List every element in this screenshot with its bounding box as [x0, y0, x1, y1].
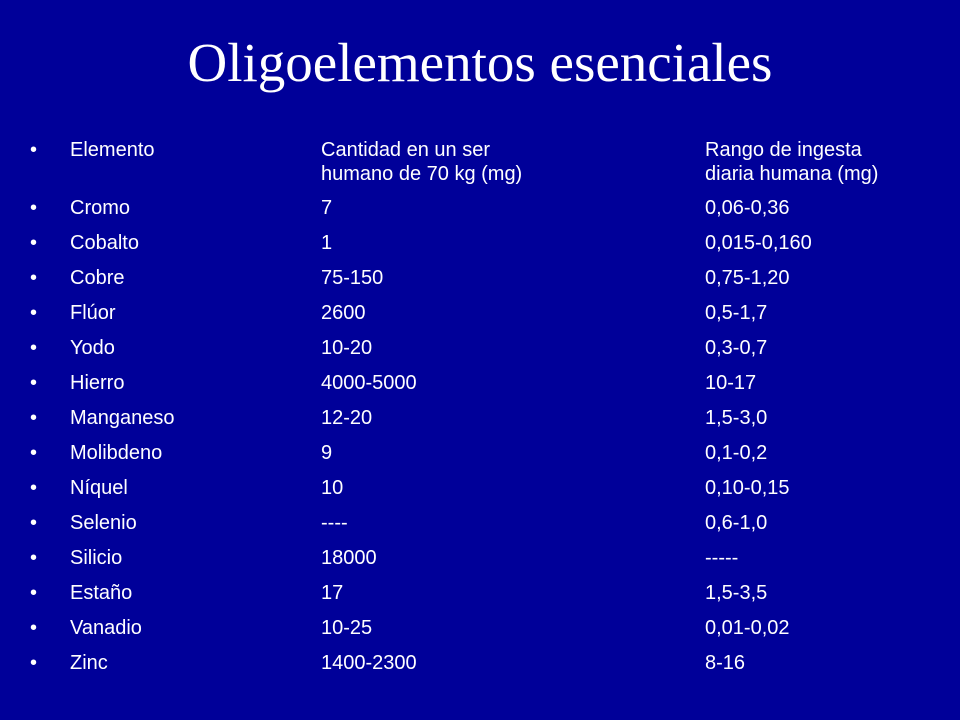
cell-intake: 0,015-0,160: [705, 232, 812, 254]
cell-amount: 2600: [321, 302, 366, 324]
cell-element: Cobalto: [70, 232, 139, 254]
table-row: [30, 546, 930, 581]
bullet: •: [30, 617, 38, 639]
header-element: Elemento: [70, 139, 155, 161]
bullet: •: [30, 442, 38, 464]
cell-amount: 1400-2300: [321, 652, 417, 674]
bullet: •: [30, 372, 38, 394]
cell-element: Vanadio: [70, 617, 142, 639]
cell-intake: 10-17: [705, 372, 757, 394]
slide-title: Oligoelementos esenciales: [187, 32, 773, 93]
cell-element: Molibdeno: [70, 442, 163, 464]
cell-amount: 75-150: [321, 267, 384, 289]
header-amount-line1: Cantidad en un ser: [321, 139, 491, 161]
cell-intake: 1,5-3,5: [705, 582, 768, 604]
cell-intake: 0,6-1,0: [705, 512, 768, 534]
table-row: [30, 336, 930, 371]
cell-intake: 1,5-3,0: [705, 407, 768, 429]
cell-intake: 8-16: [705, 652, 746, 674]
cell-amount: 12-20: [321, 407, 373, 429]
cell-amount: 18000: [321, 547, 377, 569]
bullet: •: [30, 477, 38, 499]
header-amount-line2: humano de 70 kg (mg): [321, 163, 523, 185]
bullet: •: [30, 267, 38, 289]
bullet: •: [30, 139, 38, 161]
cell-element: Zinc: [70, 652, 108, 674]
table-header-row: [30, 138, 930, 196]
cell-amount: 10-25: [321, 617, 373, 639]
cell-element: Silicio: [70, 547, 123, 569]
table-row: [30, 266, 930, 301]
table-row: [30, 616, 930, 651]
cell-intake: 0,3-0,7: [705, 337, 768, 359]
cell-element: Flúor: [70, 302, 116, 324]
header-intake-line1: Rango de ingesta: [705, 139, 862, 161]
cell-element: Hierro: [70, 372, 125, 394]
table-row: [30, 231, 930, 266]
bullet: •: [30, 547, 38, 569]
table-body: [30, 196, 930, 686]
cell-amount: 1: [321, 232, 333, 254]
cell-amount: 4000-5000: [321, 372, 417, 394]
header-intake: [705, 138, 878, 186]
table-row: [30, 301, 930, 336]
bullet: •: [30, 337, 38, 359]
cell-element: Estaño: [70, 582, 133, 604]
cell-element: Selenio: [70, 512, 137, 534]
header-amount: [321, 138, 522, 186]
bullet: •: [30, 512, 38, 534]
elements-table: [30, 138, 930, 686]
cell-element: Cobre: [70, 267, 125, 289]
table-row: [30, 581, 930, 616]
cell-element: Manganeso: [70, 407, 175, 429]
table-row: [30, 476, 930, 511]
table-row: [30, 511, 930, 546]
bullet: •: [30, 652, 38, 674]
header-intake-line2: diaria humana (mg): [705, 163, 879, 185]
cell-element: Yodo: [70, 337, 115, 359]
table-row: [30, 406, 930, 441]
cell-intake: 0,10-0,15: [705, 477, 790, 499]
bullet: •: [30, 407, 38, 429]
cell-amount: 10-20: [321, 337, 373, 359]
cell-element: Níquel: [70, 477, 128, 499]
table-row: [30, 371, 930, 406]
cell-intake: 0,5-1,7: [705, 302, 768, 324]
cell-intake: -----: [705, 547, 739, 569]
cell-amount: 7: [321, 197, 333, 219]
cell-amount: 9: [321, 442, 333, 464]
bullet: •: [30, 197, 38, 219]
cell-intake: 0,06-0,36: [705, 197, 790, 219]
cell-amount: 17: [321, 582, 344, 604]
bullet: •: [30, 232, 38, 254]
table-row: [30, 441, 930, 476]
bullet: •: [30, 302, 38, 324]
table-row: [30, 196, 930, 231]
cell-element: Cromo: [70, 197, 131, 219]
cell-intake: 0,1-0,2: [705, 442, 768, 464]
cell-intake: 0,01-0,02: [705, 617, 790, 639]
cell-intake: 0,75-1,20: [705, 267, 790, 289]
cell-amount: 10: [321, 477, 344, 499]
bullet: •: [30, 582, 38, 604]
cell-amount: ----: [321, 512, 348, 534]
table-row: [30, 651, 930, 686]
